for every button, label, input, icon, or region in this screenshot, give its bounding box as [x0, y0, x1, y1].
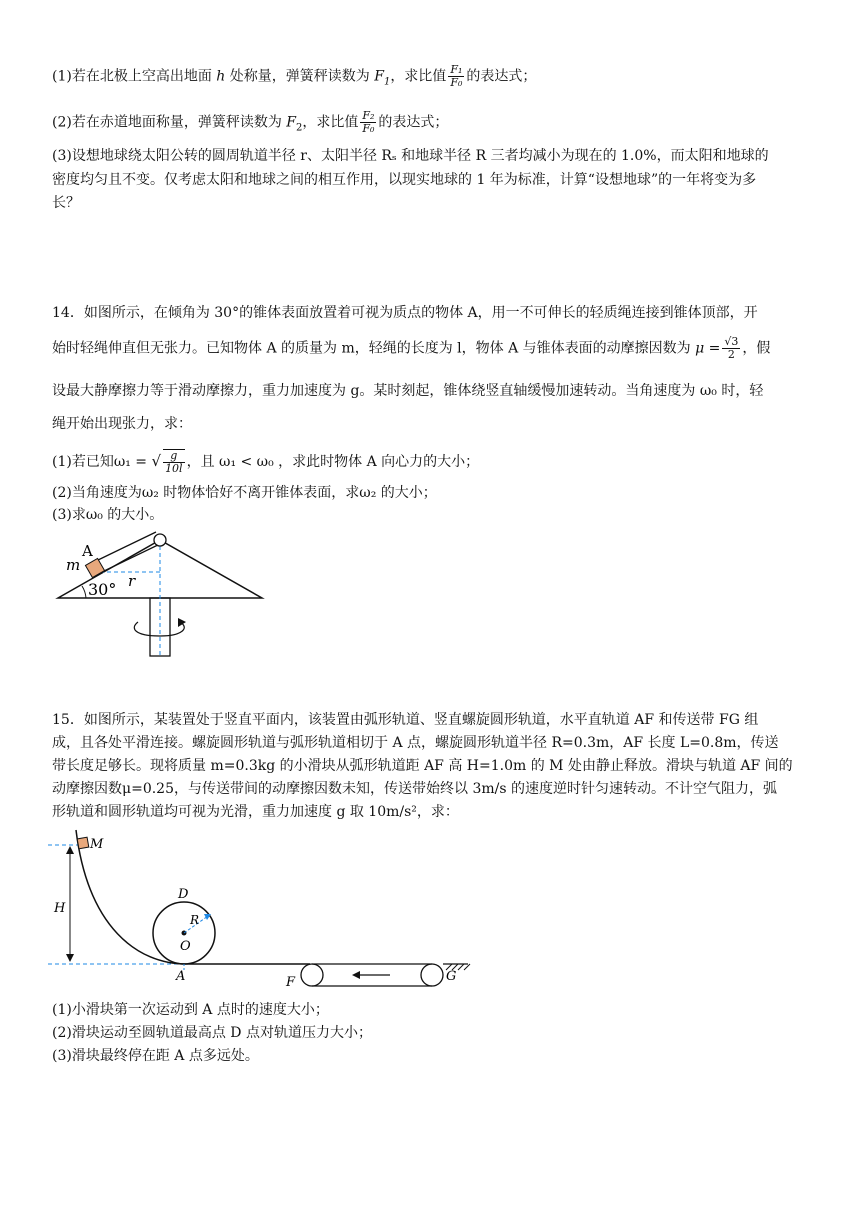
label-F: F	[286, 975, 296, 990]
q14-stem-line3: 设最大静摩擦力等于滑动摩擦力，重力加速度为 g。某时刻起，锥体绕竖直轴缓慢加速转动。当角速度为 ω₀ 时，轻	[52, 383, 764, 399]
q13-p1-h: h	[216, 68, 226, 85]
q15-part3: (3)滑块最终停在距 A 点多远处。	[52, 1048, 259, 1064]
q14-stem-line4: 绳开始出现张力，求：	[52, 416, 192, 432]
q13-p2-Fsub: 2	[296, 122, 303, 134]
q15-stem-line2: 成，且各处平滑连接。螺旋圆形轨道与弧形轨道相切于 A 点，螺旋圆形轨道半径 R=0.3m，AF 长度 L=0.8m，传送	[52, 735, 779, 751]
q14-stem-line1: 14．如图所示，在倾角为 30°的锥体表面放置着可视为质点的物体 A，用一不可伸长的轻质绳连接到锥体顶部，开	[52, 305, 758, 321]
arrow-down-icon	[66, 954, 74, 962]
q15-stem-line1: 15．如图所示，某装置处于竖直平面内，该装置由弧形轨道、竖直螺旋圆形轨道，水平直轨道 AF 和传送带 FG 组	[52, 712, 759, 728]
label-A: A	[82, 542, 93, 560]
q14-stem-line2	[52, 336, 770, 361]
q13-p2-F: F	[286, 114, 296, 131]
q13-p1-fraction	[448, 64, 464, 89]
q15-stem-line3: 带长度足够长。现将质量 m=0.3kg 的小滑块从弧形轨道距 AF 高 H=1.0m 的 M 处由静止释放。滑块与轨道 AF 间的	[52, 758, 793, 774]
q15-stem-line4: 动摩擦因数μ=0.25，与传送带间的动摩擦因数未知，传送带始终以 3m/s 的速度逆时针匀速转动。不计空气阻力，弧	[52, 781, 777, 797]
q15-part1: (1)小滑块第一次运动到 A 点时的速度大小；	[52, 1002, 329, 1018]
q14-stem-text2: ，假	[742, 340, 771, 357]
q13-p2-text: (2)若在赤道地面称量，弹簧秤读数为	[52, 114, 287, 131]
q14-mu: μ =	[695, 340, 721, 357]
q13-p1-text3: ，求比值	[390, 68, 447, 85]
q13-p2-text2: ，求比值	[302, 114, 359, 131]
fraction-denominator: 2	[727, 348, 735, 361]
q13-p1-Fsub: 1	[383, 76, 391, 88]
fraction-denominator: F₀	[362, 122, 375, 135]
arrow-left-icon	[352, 971, 360, 979]
q13-part2	[52, 110, 448, 138]
fraction-numerator: F₁	[450, 63, 463, 76]
label-r: r	[128, 572, 136, 590]
q14-part2: (2)当角速度为ω₂ 时物体恰好不离开锥体表面，求ω₂ 的大小；	[52, 485, 437, 501]
q15-stem-line5: 形轨道和圆形轨道均可视为光滑，重力加速度 g 取 10m/s²，求：	[52, 804, 459, 820]
q13-p2-text3: 的表达式；	[378, 114, 449, 131]
q13-part3-line1: (3)设想地球绕太阳公转的圆周轨道半径 r、太阳半径 Rₛ 和地球半径 R 三者均减小为现在的 1.0%，而太阳和地球的	[52, 148, 769, 164]
pulley-icon	[154, 534, 166, 546]
rope-line-top	[96, 532, 156, 561]
fraction-denominator: 10l	[165, 462, 183, 475]
q14-part1	[52, 449, 479, 475]
arrow-head-icon	[178, 618, 186, 627]
label-H: H	[54, 901, 66, 916]
label-A: A	[176, 969, 186, 984]
fraction-denominator: F₀	[450, 76, 463, 89]
label-G: G	[446, 969, 457, 984]
pulley-F-icon	[301, 964, 323, 986]
arrow-up-icon	[66, 846, 74, 854]
track-diagram	[48, 828, 478, 994]
q13-part3-line3: 长？	[52, 195, 80, 211]
label-M: M	[90, 837, 104, 852]
sqrt-icon: √	[151, 452, 162, 470]
q13-p1-text4: 的表达式；	[466, 68, 537, 85]
angle-arc	[82, 586, 86, 598]
q13-p2-fraction	[360, 110, 376, 135]
label-R: R	[190, 913, 200, 927]
q14-stem-text: 始时轻绳伸直但无张力。已知物体 A 的质量为 m，轻绳的长度为 l，物体 A 与锥体表面的动摩擦因数为	[52, 340, 696, 357]
label-angle: 30°	[88, 580, 117, 599]
block-A	[85, 558, 104, 577]
pulley-G-icon	[421, 964, 443, 986]
q13-p1-text: (1)若在北极上空高出地面	[52, 68, 217, 85]
fraction-numerator: g	[163, 450, 185, 463]
cone-diagram	[52, 528, 272, 662]
q14-mu-fraction	[722, 336, 740, 361]
q15-part2: (2)滑块运动至圆轨道最高点 D 点对轨道压力大小；	[52, 1025, 372, 1041]
label-O: O	[180, 939, 191, 954]
q13-part1	[52, 64, 536, 92]
rope-line-bottom	[102, 543, 162, 572]
q14-part3: (3)求ω₀ 的大小。	[52, 507, 164, 523]
q13-p1-F: F	[374, 68, 384, 85]
q13-part3-line2: 密度均匀且不变。仅考虑太阳和地球之间的相互作用，以现实地球的 1 年为标准，计算“设想地球”的一年将变为多	[52, 172, 757, 188]
q13-p1-text2: 处称量，弹簧秤读数为	[225, 68, 375, 85]
fraction-numerator: √3	[724, 335, 739, 348]
rotation-arrow-icon	[134, 622, 184, 636]
label-D: D	[178, 887, 189, 902]
q14-p1-text: (1)若已知ω₁ =	[52, 454, 152, 470]
slider-block-M	[77, 837, 89, 849]
label-m: m	[66, 556, 81, 574]
q14-p1-text2: ，且 ω₁ < ω₀ ，求此时物体 A 向心力的大小；	[186, 454, 480, 470]
fraction-numerator: F₂	[362, 109, 375, 122]
q14-p1-sqrt-fraction	[163, 449, 185, 475]
